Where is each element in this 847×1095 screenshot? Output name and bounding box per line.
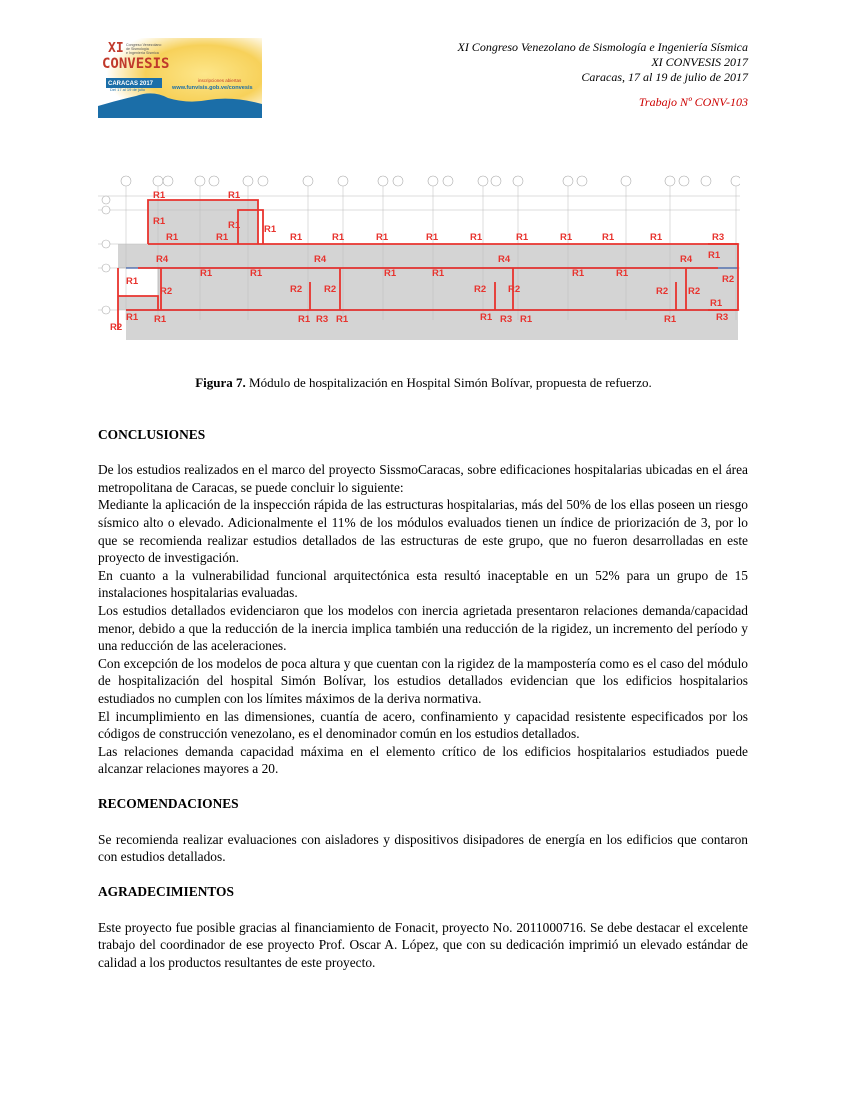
- reinforcement-label: R2: [508, 284, 521, 295]
- conference-header: [457, 40, 748, 110]
- logo-dates: Del 17 al 19 de julio: [110, 87, 146, 92]
- header-line-1: XI Congreso Venezolano de Sismología e Ingeniería Sísmica: [457, 40, 748, 54]
- floor-plan-figure: [98, 170, 740, 342]
- reinforcement-label: R1: [228, 190, 241, 201]
- conclusion-paragraph: Los estudios detallados evidenciaron que los modelos con inercia agrietada presentaron relaciones demanda/capacidad menor, debido a que la reducción de la inercia implica también una reducción de la rigidez, un incremento del período y una reducción de las aceleraciones.: [98, 602, 748, 654]
- convesis-logo: [98, 38, 262, 118]
- reinforcement-label: R1: [228, 220, 241, 231]
- reinforcement-label: R4: [498, 254, 511, 265]
- reinforcement-label: R1: [376, 232, 389, 243]
- agradecimientos-heading: AGRADECIMIENTOS: [98, 884, 234, 900]
- header-line-2: XI CONVESIS 2017: [651, 55, 748, 69]
- reinforcement-label: R1: [708, 250, 721, 261]
- reinforcement-label: R1: [602, 232, 615, 243]
- conclusion-paragraph: El incumplimiento en las dimensiones, cuantía de acero, confinamiento y capacidad resistente especificados por los códigos de construcción venezolano, es el denominador común en los estudios detallados.: [98, 708, 748, 742]
- reinforcement-label: R4: [314, 254, 327, 265]
- reinforcement-label: R1: [332, 232, 345, 243]
- reinforcement-label: R3: [712, 232, 725, 243]
- reinforcement-label: R1: [480, 312, 493, 323]
- conclusiones-heading: CONCLUSIONES: [98, 427, 206, 442]
- conclusion-paragraph: De los estudios realizados en el marco del proyecto SissmoCaracas, sobre edificaciones hospitalarias ubicadas en el área metropolitana de Caracas, se puede concluir lo siguiente:: [98, 462, 748, 495]
- reinforcement-label: R1: [153, 190, 166, 201]
- recomendaciones-paragraph: Se recomienda realizar evaluaciones con aisladores y dispositivos disipadores de energía en los edificios que contaron con estudios detallados.: [98, 831, 748, 865]
- floor-plan-svg: [98, 170, 740, 342]
- logo-tagline-1: Congreso Venezolano: [126, 43, 162, 47]
- reinforcement-label: R1: [616, 268, 629, 279]
- reinforcement-label: R1: [264, 224, 277, 235]
- conclusion-paragraph: En cuanto a la vulnerabilidad funcional arquitectónica esta resultó inaceptable en un 52% para un grupo de 15 instalaciones hospitalarias evaluadas.: [98, 567, 748, 601]
- reinforcement-label: R1: [560, 232, 573, 243]
- reinforcement-label: R1: [384, 268, 397, 279]
- reinforcement-label: R1: [200, 268, 213, 279]
- logo-tagline-2: de Sismología: [126, 47, 149, 51]
- agradecimientos-paragraph: Este proyecto fue posible gracias al financiamiento de Fonacit, proyecto No. 2011000716. Se debe destacar el excelente trabajo del coordinador de ese proyecto Prof. Oscar A. López, que con su dedicación imprimió un elevado estándar de calidad a los productos resultantes de este proyecto.: [98, 919, 748, 970]
- slab-lower: [126, 310, 738, 340]
- reinforcement-label: R4: [156, 254, 169, 265]
- logo-inscriptions: inscripciones abiertas: [198, 78, 242, 83]
- logo-graphic: [98, 38, 262, 118]
- recomendaciones-heading: RECOMENDACIONES: [98, 796, 239, 812]
- logo-roman: XI: [108, 41, 124, 56]
- reinforcement-label: R1: [426, 232, 439, 243]
- figure-caption-text: Módulo de hospitalización en Hospital Simón Bolívar, propuesta de refuerzo.: [245, 375, 652, 390]
- document-body: [98, 426, 748, 971]
- reinforcement-label: R1: [216, 232, 229, 243]
- reinforcement-label: R2: [722, 274, 735, 285]
- conclusion-paragraph: Mediante la aplicación de la inspección rápida de las estructuras hospitalarias, más del 50% de los ellas poseen un riesgo sísmico alto o elevado. Adicionalmente el 11% de los módulos evaluados tienen un índice de priorización de 3, por lo que se recomienda realizar estudios detallados de las estructuras de este grupo, que no fueron desarrolladas en este proyecto de investigación.: [98, 497, 748, 566]
- reinforcement-label: R1: [126, 312, 139, 323]
- reinforcement-label: R1: [166, 232, 179, 243]
- header-line-3: Caracas, 17 al 19 de julio de 2017: [581, 70, 748, 84]
- logo-name: CONVESIS: [102, 56, 170, 72]
- reinforcement-label: R1: [298, 314, 311, 325]
- reinforcement-label: R1: [126, 276, 139, 287]
- reinforcement-label: R2: [160, 286, 173, 297]
- reinforcement-label: R1: [572, 268, 585, 279]
- reinforcement-label: R1: [250, 268, 263, 279]
- reinforcement-label: R2: [110, 322, 123, 333]
- reinforcement-label: R1: [664, 314, 677, 325]
- reinforcement-label: R2: [474, 284, 487, 295]
- figure-label: Figura 7.: [195, 375, 246, 390]
- conclusion-paragraph: Las relaciones demanda capacidad máxima en el elemento crítico de los edificios hospitalarios estudiados puede alcanzar relaciones mayores a 20.: [98, 743, 748, 777]
- reinforcement-label: R1: [520, 314, 533, 325]
- reinforcement-label: R3: [316, 314, 329, 325]
- reinforcement-label: R1: [710, 298, 723, 309]
- reinforcement-label: R2: [688, 286, 701, 297]
- reinforcement-label: R1: [516, 232, 529, 243]
- reinforcement-label: R1: [154, 314, 167, 325]
- reinforcement-label: R1: [650, 232, 663, 243]
- reinforcement-label: R1: [290, 232, 303, 243]
- reinforcement-label: R3: [500, 314, 513, 325]
- logo-tagline-3: e Ingeniería Sísmica: [126, 51, 159, 55]
- reinforcement-label: R2: [290, 284, 303, 295]
- reinforcement-label: R1: [336, 314, 349, 325]
- reinforcement-label: R2: [656, 286, 669, 297]
- figure-caption: [0, 375, 847, 391]
- reinforcement-label: R1: [153, 216, 166, 227]
- trabajo-number: Trabajo Nº CONV-103: [638, 95, 748, 109]
- reinforcement-label: R3: [716, 312, 729, 323]
- reinforcement-label: R1: [470, 232, 483, 243]
- logo-url: www.funvisis.gob.ve/convesis: [172, 85, 253, 91]
- logo-city: CARACAS 2017: [108, 81, 154, 87]
- reinforcement-label: R2: [324, 284, 337, 295]
- conclusion-paragraph: Con excepción de los modelos de poca altura y que cuentan con la rigidez de la mampostería como es el caso del módulo de hospitalización del hospital Simón Bolívar, los estudios detallados evidencian que los edificios hospitalarios estudiados no cumplen con los límites máximos de la deriva normativa.: [98, 655, 748, 706]
- reinforcement-label: R1: [432, 268, 445, 279]
- reinforcement-label: R4: [680, 254, 693, 265]
